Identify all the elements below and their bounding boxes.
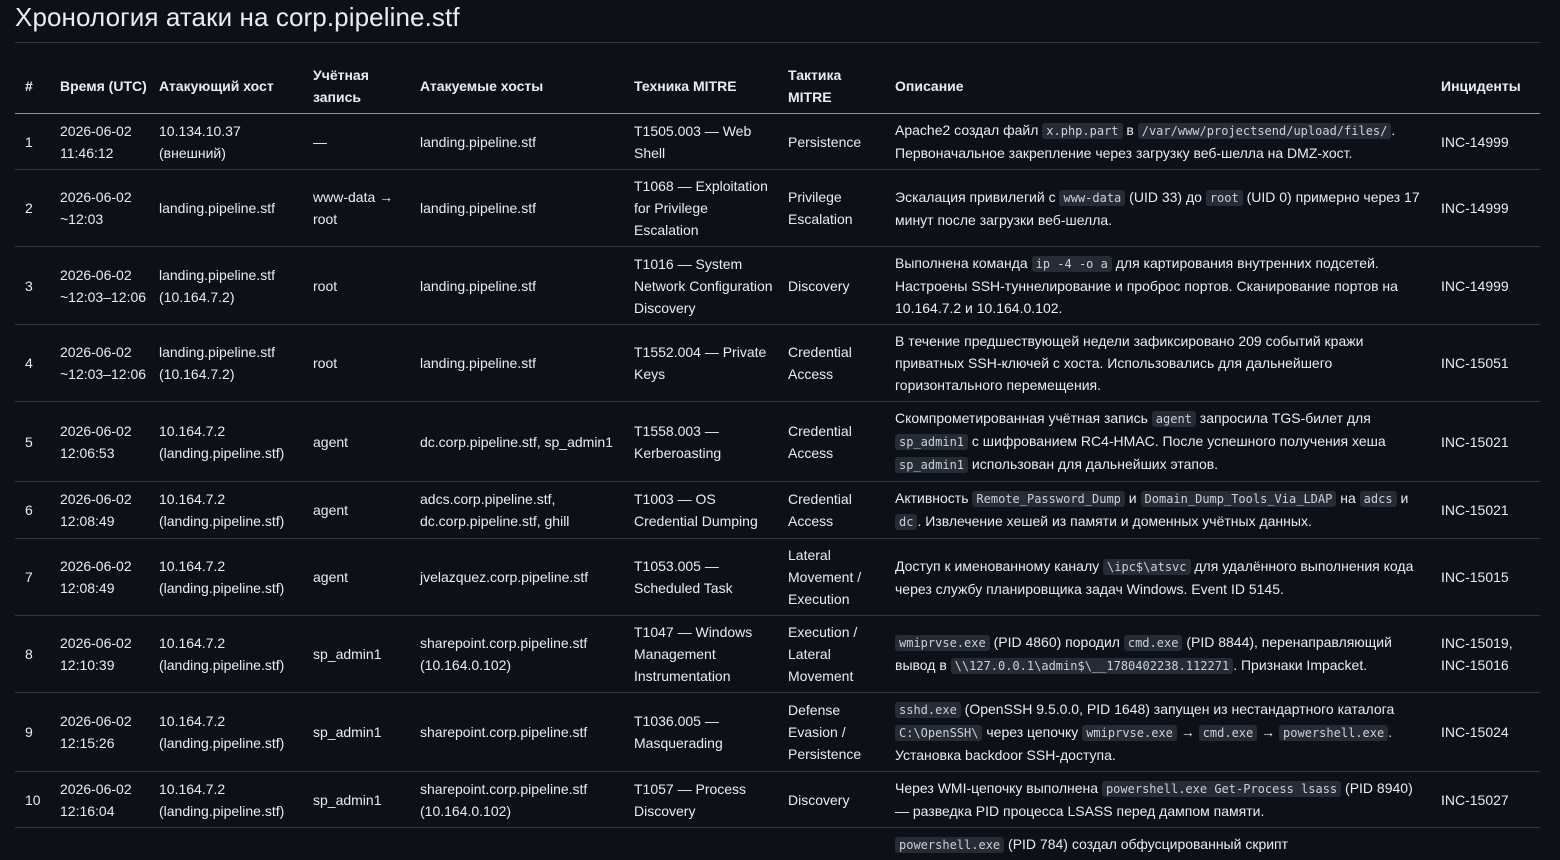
cell-time: 2026-06-02 12:15:26 (54, 693, 153, 772)
cell-time: 2026-06-02 12:10:39 (54, 616, 153, 693)
cell-description (889, 247, 1435, 325)
cell-mitre-technique: T1036.005 — Masquerading (628, 693, 782, 772)
cell-description (889, 539, 1435, 616)
cell-number: 2 (15, 170, 54, 247)
description-text: (UID 0) примерно через 17 минут после загрузки веб-шелла. (895, 188, 1420, 228)
description-text: запросила TGS-билет для (1195, 410, 1371, 426)
cell-time (54, 828, 153, 860)
cell-target-hosts: adcs.corp.pipeline.stf, dc.corp.pipeline.stf, ghill (414, 482, 628, 539)
cell-incidents: INC-15019, INC-15016 (1435, 616, 1540, 693)
column-header-tactic: Тактика MITRE (782, 59, 889, 114)
cell-target-hosts: sharepoint.corp.pipeline.stf (10.164.0.102) (414, 616, 628, 693)
cell-time: 2026-06-02 ~12:03 (54, 170, 153, 247)
inline-code: powershell.exe Get-Process lsass (1102, 781, 1341, 797)
description-text: → (1176, 724, 1199, 740)
cell-incidents: INC-15015 (1435, 539, 1540, 616)
column-header-targets: Атакуемые хосты (414, 59, 628, 114)
cell-time: 2026-06-02 12:08:49 (54, 539, 153, 616)
cell-incidents: INC-15051 (1435, 325, 1540, 402)
inline-code: adcs (1360, 491, 1397, 507)
inline-code: x.php.part (1042, 123, 1122, 139)
cell-mitre-technique: T1003 — OS Credential Dumping (628, 482, 782, 539)
description-text: (PID 8940) — разведка PID процесса LSASS перед дампом памяти. (895, 780, 1413, 819)
title-divider (15, 42, 1540, 43)
cell-time: 2026-06-02 12:06:53 (54, 402, 153, 482)
cell-attacker-host: 10.164.7.2 (landing.pipeline.stf) (153, 616, 307, 693)
table-row (15, 693, 1540, 772)
column-header-description: Описание (889, 59, 1435, 114)
cell-mitre-tactic (782, 828, 889, 860)
cell-attacker-host: 10.164.7.2 (landing.pipeline.stf) (153, 772, 307, 828)
description-text: → (1257, 724, 1280, 740)
inline-code: C:\OpenSSH\ (895, 725, 982, 741)
cell-description (889, 114, 1435, 170)
cell-account: agent (307, 402, 414, 482)
table-row (15, 772, 1540, 828)
cell-incidents (1435, 828, 1540, 860)
table-row (15, 402, 1540, 482)
column-header-time: Время (UTC) (54, 59, 153, 114)
cell-time: 2026-06-02 12:16:04 (54, 772, 153, 828)
cell-incidents: INC-14999 (1435, 247, 1540, 325)
description-text: на (1336, 490, 1360, 506)
description-text: Эскалация привилегий с (895, 188, 1060, 205)
description-text: Apache2 создал файл (895, 122, 1043, 138)
cell-incidents: INC-14999 (1435, 114, 1540, 170)
cell-number (15, 828, 54, 860)
cell-description (889, 693, 1435, 772)
description-text: для картирования внутренних подсетей. Настроены SSH-туннелирование и проброс портов. Сканирование портов на 10.164.7.2 и 10.164.0.102. (895, 255, 1398, 316)
cell-mitre-tactic: Lateral Movement / Execution (782, 539, 889, 616)
cell-incidents: INC-15027 (1435, 772, 1540, 828)
inline-code: dc (895, 514, 917, 530)
cell-incidents: INC-14999 (1435, 170, 1540, 247)
inline-code: sp_admin1 (895, 457, 968, 473)
cell-mitre-tactic: Defense Evasion / Persistence (782, 693, 889, 772)
cell-number: 5 (15, 402, 54, 482)
cell-number: 6 (15, 482, 54, 539)
inline-code: powershell.exe (895, 837, 1004, 853)
cell-mitre-technique: T1558.003 — Kerberoasting (628, 402, 782, 482)
cell-attacker-host: 10.134.10.37 (внешний) (153, 114, 307, 170)
description-text: (PID 8844), перенаправляющий вывод в (895, 634, 1392, 673)
inline-code: agent (1152, 411, 1196, 427)
description-text: . Признаки Impacket. (1233, 657, 1368, 673)
cell-attacker-host: 10.164.7.2 (landing.pipeline.stf) (153, 539, 307, 616)
cell-account: sp_admin1 (307, 693, 414, 772)
cell-incidents: INC-15024 (1435, 693, 1540, 772)
description-text: (UID 33) до (1125, 188, 1206, 205)
cell-attacker-host: landing.pipeline.stf (10.164.7.2) (153, 325, 307, 402)
cell-account: root (307, 247, 414, 325)
description-text: использован для дальнейших этапов. (968, 456, 1219, 472)
description-text: Активность (895, 490, 973, 506)
description-text: . Извлечение хешей из памяти и доменных учётных данных. (917, 513, 1312, 529)
cell-incidents: INC-15021 (1435, 402, 1540, 482)
cell-mitre-technique (628, 828, 782, 860)
table-row (15, 247, 1540, 325)
cell-time: 2026-06-02 11:46:12 (54, 114, 153, 170)
cell-mitre-tactic: Discovery (782, 247, 889, 325)
cell-account: root (307, 325, 414, 402)
cell-attacker-host (153, 828, 307, 860)
cell-mitre-tactic: Persistence (782, 114, 889, 170)
description-text: (OpenSSH 9.5.0.0, PID 1648) запущен из нестандартного каталога (960, 701, 1395, 717)
cell-description (889, 616, 1435, 693)
description-text: Через WMI-цепочку выполнена (895, 780, 1102, 796)
inline-code: cmd.exe (1124, 635, 1183, 651)
description-text: (PID 784) создал обфусцированный скрипт (1004, 836, 1289, 852)
column-header-incidents: Инциденты (1435, 59, 1540, 114)
cell-target-hosts: landing.pipeline.stf (414, 325, 628, 402)
cell-mitre-tactic: Credential Access (782, 402, 889, 482)
description-text: Скомпрометированная учётная запись (895, 410, 1152, 426)
cell-mitre-technique: T1047 — Windows Management Instrumentation (628, 616, 782, 693)
cell-mitre-technique: T1068 — Exploitation for Privilege Escalation (628, 170, 782, 247)
cell-description (889, 402, 1435, 482)
cell-mitre-technique: T1053.005 — Scheduled Task (628, 539, 782, 616)
cell-time: 2026-06-02 ~12:03–12:06 (54, 247, 153, 325)
cell-account (307, 828, 414, 860)
attack-timeline-table (15, 59, 1540, 860)
inline-code: \ipc$\atsvc (1103, 559, 1190, 575)
table-row (15, 482, 1540, 539)
inline-code: sshd.exe (895, 702, 961, 718)
cell-target-hosts: landing.pipeline.stf (414, 247, 628, 325)
cell-attacker-host: landing.pipeline.stf (10.164.7.2) (153, 247, 307, 325)
description-text: (PID 4860) породил (989, 634, 1124, 650)
cell-target-hosts: dc.corp.pipeline.stf, sp_admin1 (414, 402, 628, 482)
cell-number: 9 (15, 693, 54, 772)
cell-number: 8 (15, 616, 54, 693)
inline-code: Domain_Dump_Tools_Via_LDAP (1141, 491, 1337, 507)
cell-description (889, 828, 1435, 860)
table-row (15, 828, 1540, 860)
cell-attacker-host: 10.164.7.2 (landing.pipeline.stf) (153, 693, 307, 772)
description-text: с шифрованием RC4-HMAC. После успешного получения хеша (968, 433, 1386, 449)
description-text: . Первоначальное закрепление через загрузку веб-шелла на DMZ-хост. (895, 122, 1396, 161)
inline-code: Remote_Password_Dump (972, 491, 1125, 507)
column-header-technique: Техника MITRE (628, 59, 782, 114)
cell-attacker-host: 10.164.7.2 (landing.pipeline.stf) (153, 482, 307, 539)
inline-code: root (1206, 190, 1243, 206)
column-header-attacker: Атакующий хост (153, 59, 307, 114)
cell-attacker-host: 10.164.7.2 (landing.pipeline.stf) (153, 402, 307, 482)
description-text: и (1124, 490, 1141, 506)
cell-target-hosts: sharepoint.corp.pipeline.stf (10.164.0.102) (414, 772, 628, 828)
description-text: через цепочку (982, 724, 1083, 740)
description-text: и (1396, 490, 1409, 506)
column-header-number: # (15, 59, 54, 114)
cell-description (889, 772, 1435, 828)
cell-number: 7 (15, 539, 54, 616)
cell-account: agent (307, 482, 414, 539)
cell-number: 4 (15, 325, 54, 402)
cell-target-hosts: landing.pipeline.stf (414, 170, 628, 247)
cell-mitre-technique: T1505.003 — Web Shell (628, 114, 782, 170)
table-row (15, 114, 1540, 170)
description-text: В течение предшествующей недели зафиксировано 209 событий кражи приватных SSH-ключей с хоста. Использовались для дальнейшего горизонтального перемещения. (895, 333, 1364, 393)
description-text: Доступ к именованному каналу (895, 557, 1104, 574)
cell-mitre-tactic: Privilege Escalation (782, 170, 889, 247)
cell-number: 10 (15, 772, 54, 828)
table-row (15, 539, 1540, 616)
cell-mitre-technique: T1016 — System Network Configuration Discovery (628, 247, 782, 325)
cell-target-hosts (414, 828, 628, 860)
cell-mitre-tactic: Discovery (782, 772, 889, 828)
inline-code: sp_admin1 (895, 434, 968, 450)
cell-number: 3 (15, 247, 54, 325)
inline-code: /var/www/projectsend/upload/files/ (1138, 123, 1392, 139)
cell-description (889, 170, 1435, 247)
cell-time: 2026-06-02 ~12:03–12:06 (54, 325, 153, 402)
cell-account: — (307, 114, 414, 170)
table-row (15, 616, 1540, 693)
cell-target-hosts: sharepoint.corp.pipeline.stf (414, 693, 628, 772)
cell-mitre-technique: T1057 — Process Discovery (628, 772, 782, 828)
cell-mitre-tactic: Credential Access (782, 325, 889, 402)
inline-code: wmiprvse.exe (1082, 725, 1177, 741)
table-header-row (15, 59, 1540, 114)
page-title: Хронология атаки на corp.pipeline.stf (15, 2, 460, 32)
inline-code: ip -4 -o a (1032, 256, 1112, 272)
cell-attacker-host: landing.pipeline.stf (153, 170, 307, 247)
inline-code: \\127.0.0.1\admin$\__1780402238.112271 (951, 658, 1234, 674)
description-text: . Установка backdoor SSH-доступа. (895, 724, 1393, 763)
table-row (15, 170, 1540, 247)
cell-account: www-data → root (307, 170, 414, 247)
cell-mitre-technique: T1552.004 — Private Keys (628, 325, 782, 402)
inline-code: cmd.exe (1199, 725, 1258, 741)
cell-time: 2026-06-02 12:08:49 (54, 482, 153, 539)
cell-account: sp_admin1 (307, 616, 414, 693)
description-text: для удалённого выполнения кода через службу планировщика задач Windows. Event ID 5145. (895, 557, 1414, 597)
cell-account: agent (307, 539, 414, 616)
cell-description (889, 482, 1435, 539)
column-header-account: Учётная запись (307, 59, 414, 114)
cell-description (889, 325, 1435, 402)
inline-code: powershell.exe (1279, 725, 1388, 741)
description-text: в (1122, 122, 1138, 138)
cell-mitre-tactic: Credential Access (782, 482, 889, 539)
cell-number: 1 (15, 114, 54, 170)
table-row (15, 325, 1540, 402)
cell-target-hosts: jvelazquez.corp.pipeline.stf (414, 539, 628, 616)
inline-code: www-data (1059, 190, 1125, 206)
inline-code: wmiprvse.exe (895, 635, 990, 651)
table-body (15, 114, 1540, 860)
cell-account: sp_admin1 (307, 772, 414, 828)
cell-incidents: INC-15021 (1435, 482, 1540, 539)
cell-target-hosts: landing.pipeline.stf (414, 114, 628, 170)
cell-mitre-tactic: Execution / Lateral Movement (782, 616, 889, 693)
description-text: Выполнена команда (895, 255, 1032, 271)
